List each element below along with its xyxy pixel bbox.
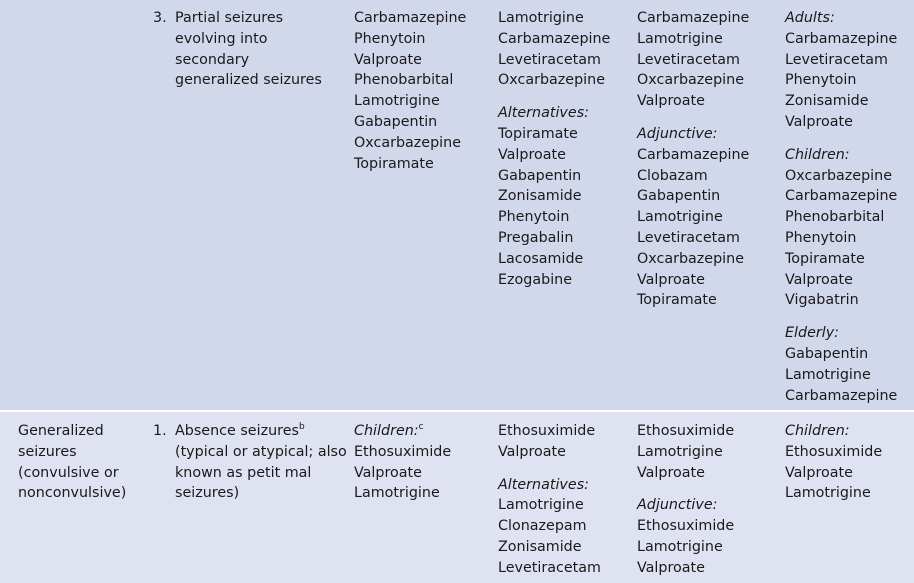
drug-name: Clobazam: [637, 167, 708, 184]
category-cell: [18, 412, 126, 504]
drug-name: Carbamazepine: [498, 30, 611, 47]
seizure-description: [175, 8, 322, 91]
drug-name: Lamotrigine: [785, 366, 871, 383]
drug-group: [785, 323, 897, 406]
seizure-text-line: Absence seizures$^b$: [175, 422, 305, 439]
drug-name: Gabapentin: [637, 188, 721, 205]
drug-group: [785, 421, 882, 504]
drug-name: Valproate: [498, 146, 566, 163]
drug-name: Lamotrigine: [498, 497, 584, 514]
drug-name: Valproate: [785, 113, 853, 130]
drug-name: Clonazepam: [498, 518, 587, 535]
group-heading: Adjunctive:: [637, 125, 718, 142]
drug-name: Levetiracetam: [637, 229, 740, 246]
drug-name: Gabapentin: [354, 113, 438, 130]
drug-name: Lamotrigine: [637, 209, 723, 226]
drug-group: [785, 8, 897, 133]
drug-name: Carbamazepine: [785, 30, 898, 47]
drug-name: Ethosuximide: [498, 423, 596, 439]
drug-group: [637, 8, 749, 112]
drug-name: Zonisamide: [785, 93, 869, 110]
drug-name: Phenytoin: [354, 30, 426, 47]
drug-name: Valproate: [637, 93, 705, 110]
seizure-text-line: secondary: [175, 51, 250, 68]
seizure-text-line: Partial seizures: [175, 10, 284, 26]
drug-group: [498, 8, 610, 91]
seizure-text-line: generalized seizures: [175, 72, 322, 89]
drug-name: Lamotrigine: [637, 30, 723, 47]
drug-name: Levetiracetam: [498, 51, 601, 68]
group-heading: Children:$^c$: [354, 422, 424, 439]
drug-name: Ethosuximide: [785, 443, 883, 460]
drug-group: [498, 103, 610, 290]
group-heading: Alternatives:: [498, 105, 589, 122]
drug-name: Gabapentin: [785, 345, 869, 362]
seizure-type-cell: [153, 0, 322, 91]
drug-name: Phenytoin: [498, 209, 570, 226]
drug-column-d: [785, 0, 897, 406]
drug-name: Valproate: [498, 443, 566, 460]
drug-group: [785, 145, 897, 311]
drug-name: Topiramate: [354, 155, 434, 172]
drug-column-b: [498, 412, 601, 579]
group-heading: Adjunctive:: [637, 497, 718, 514]
drug-name: Oxcarbazepine: [354, 134, 462, 151]
seizure-text-line: (typical or atypical; also: [175, 443, 347, 460]
drug-name: Valproate: [354, 464, 422, 481]
drug-group: [637, 124, 749, 311]
drug-name: Topiramate: [637, 292, 717, 309]
drug-name: Oxcarbazepine: [637, 72, 745, 89]
category-text: nonconvulsive): [18, 485, 127, 502]
drug-column-c: [637, 0, 749, 311]
footnote-marker: b: [298, 422, 305, 432]
drug-name: Topiramate: [498, 125, 578, 142]
drug-name: Gabapentin: [498, 167, 582, 184]
drug-name: Carbamazepine: [354, 10, 467, 26]
drug-name: Ezogabine: [498, 271, 573, 288]
drug-group: [354, 8, 466, 174]
drug-group: [498, 421, 601, 463]
drug-name: Lamotrigine: [785, 485, 871, 502]
seizure-text-line: seizures): [175, 485, 240, 502]
group-heading: Children:: [785, 146, 850, 163]
drug-column-b: [498, 0, 610, 290]
group-heading: Elderly:: [785, 325, 840, 342]
drug-name: Lacosamide: [498, 250, 584, 267]
table-row-absence-seizures: [0, 412, 914, 583]
drug-name: Phenobarbital: [354, 72, 454, 89]
drug-name: Pregabalin: [498, 229, 574, 246]
drug-name: Ethosuximide: [637, 518, 735, 535]
drug-name: Lamotrigine: [354, 93, 440, 110]
drug-name: Ethosuximide: [637, 423, 735, 439]
drug-group: [637, 495, 734, 578]
drug-name: Lamotrigine: [637, 538, 723, 555]
drug-name: Valproate: [785, 464, 853, 481]
drug-name: Levetiracetam: [785, 51, 888, 68]
drug-name: Carbamazepine: [637, 10, 750, 26]
drug-name: Levetiracetam: [498, 559, 601, 576]
drug-name: Oxcarbazepine: [785, 167, 893, 184]
drug-name: Phenytoin: [785, 229, 857, 246]
drug-name: Carbamazepine: [637, 146, 750, 163]
group-heading: Adults:: [785, 10, 835, 26]
seizure-text-line: evolving into: [175, 30, 268, 47]
drug-name: Oxcarbazepine: [498, 72, 606, 89]
drug-name: Valproate: [637, 271, 705, 288]
footnote-marker: c: [418, 422, 424, 432]
seizure-number: 1.: [153, 423, 167, 439]
seizure-type-cell: [153, 412, 347, 504]
group-heading: Alternatives:: [498, 476, 589, 493]
drug-name: Vigabatrin: [785, 292, 859, 309]
drug-column-d: [785, 412, 882, 504]
drug-name: Phenobarbital: [785, 209, 885, 226]
drug-name: Valproate: [354, 51, 422, 68]
drug-column-a: [354, 412, 451, 504]
drug-column-c: [637, 412, 734, 579]
drug-column-a: [354, 0, 466, 174]
drug-name: Lamotrigine: [637, 443, 723, 460]
drug-name: Lamotrigine: [498, 10, 584, 26]
drug-group: [498, 475, 601, 579]
category-text: seizures: [18, 443, 77, 460]
drug-name: Oxcarbazepine: [637, 250, 745, 267]
category-text: Generalized: [18, 423, 104, 439]
drug-name: Phenytoin: [785, 72, 857, 89]
category-text: (convulsive or: [18, 464, 119, 481]
drug-group: [637, 421, 734, 483]
drug-name: Levetiracetam: [637, 51, 740, 68]
drug-name: Topiramate: [785, 250, 865, 267]
seizure-description: [175, 421, 347, 504]
drug-name: Zonisamide: [498, 188, 582, 205]
group-heading: Children:: [785, 423, 850, 439]
drug-name: Valproate: [785, 271, 853, 288]
drug-name: Carbamazepine: [785, 387, 898, 404]
seizure-text-line: known as petit mal: [175, 464, 312, 481]
seizure-number: 3.: [153, 10, 167, 26]
drug-group: [354, 421, 451, 504]
drug-name: Carbamazepine: [785, 188, 898, 205]
drug-name: Zonisamide: [498, 538, 582, 555]
drug-name: Ethosuximide: [354, 443, 452, 460]
drug-name: Valproate: [637, 464, 705, 481]
drug-name: Lamotrigine: [354, 485, 440, 502]
drug-name: Valproate: [637, 559, 705, 576]
